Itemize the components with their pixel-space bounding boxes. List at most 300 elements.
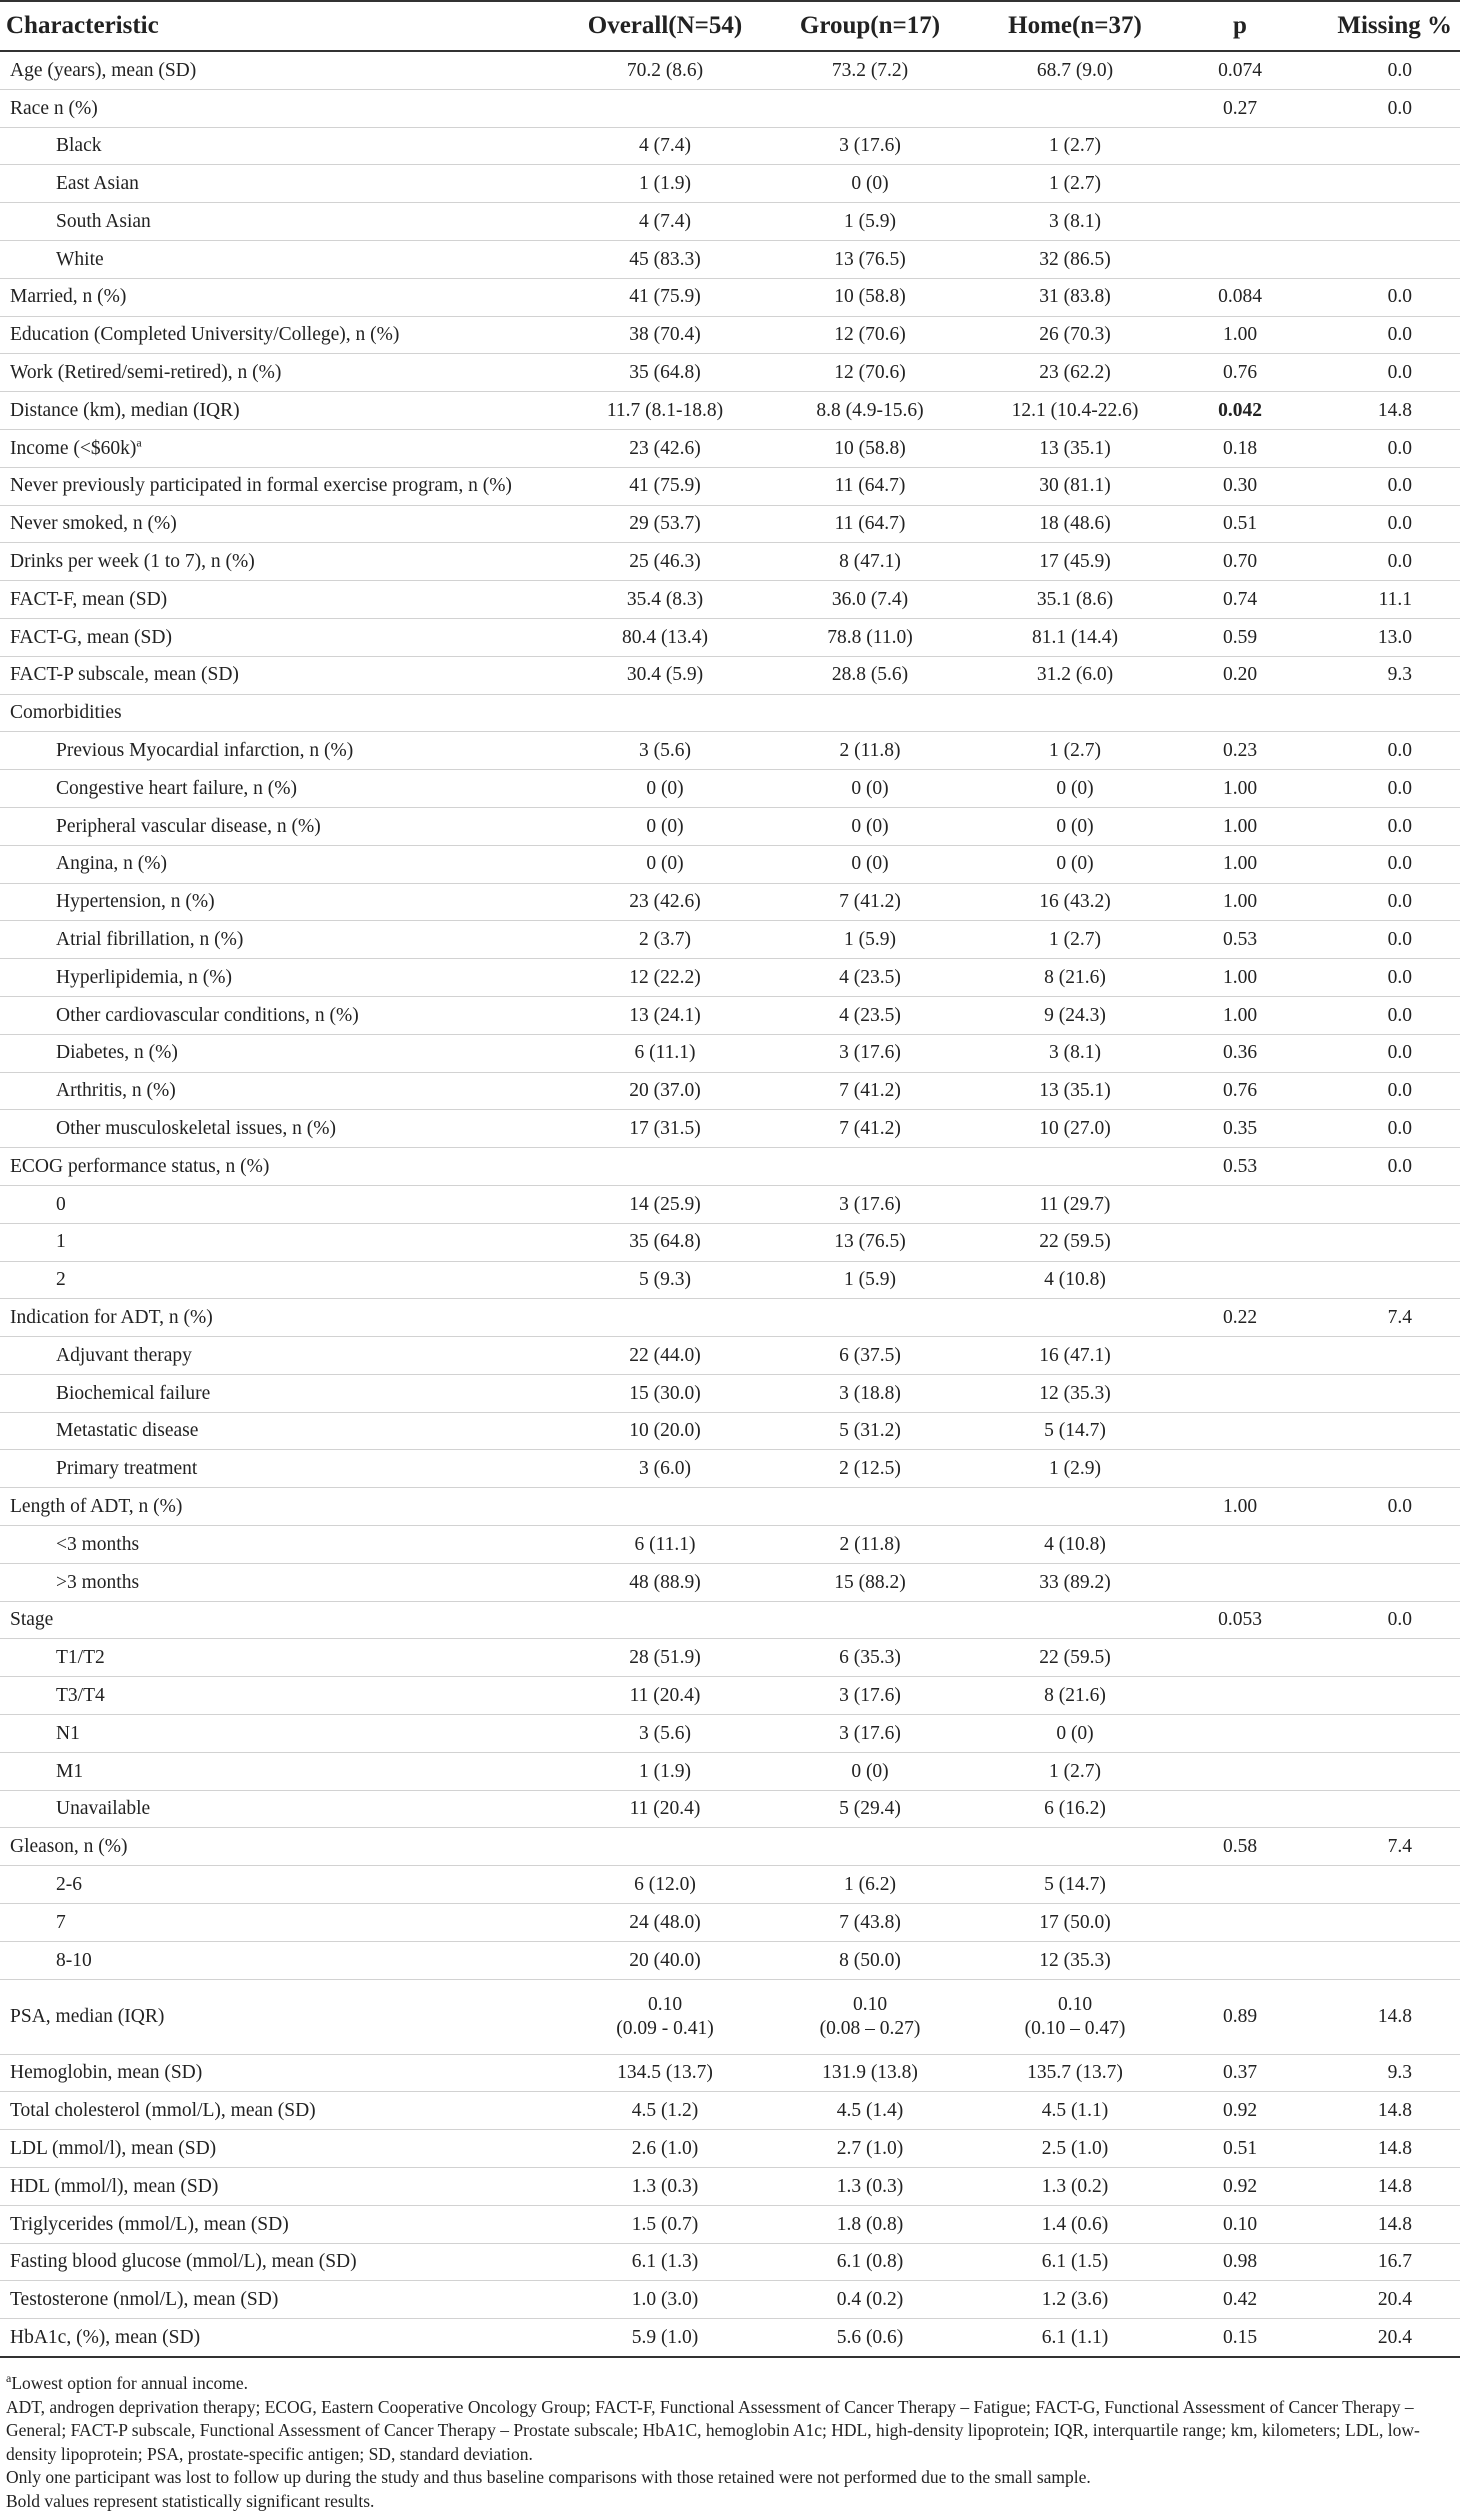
cell-missing [1300,656,1460,694]
cell-missing [1300,203,1460,241]
cell-home [970,1374,1180,1412]
characteristic-label: 2 [56,1269,66,1291]
cell-p-value [1180,1185,1300,1223]
table-row [0,694,1460,732]
cell-overall-value: 6 (11.1) [634,1533,696,1555]
cell-home [970,1450,1180,1488]
cell-overall [560,883,770,921]
header-missing: Missing % [1300,1,1460,51]
cell-p-value-value: 0.15 [1222,2326,1258,2348]
cell-home-value: 5 (14.7) [1044,1420,1106,1442]
table-row [0,1601,1460,1639]
characteristic-label: Peripheral vascular disease, n (%) [56,815,321,837]
table-row [0,392,1460,430]
cell-p-value [1180,656,1300,694]
cell-missing-value: 7.4 [1387,1836,1412,1858]
cell-p-value-value: 0.074 [1218,59,1262,81]
cell-group [770,1866,970,1904]
cell-p-value [1180,2319,1300,2357]
cell-home [970,770,1180,808]
cell-overall [560,807,770,845]
cell-characteristic [0,1941,560,1979]
cell-p-value [1180,2243,1300,2281]
cell-p-value-value: 0.053 [1218,1609,1262,1631]
cell-group-value: 2 (11.8) [839,740,901,762]
cell-overall [560,165,770,203]
cell-p-value [1180,505,1300,543]
cell-missing-value: 0.0 [1387,437,1412,459]
cell-p-value [1180,807,1300,845]
cell-group [770,2281,970,2319]
cell-missing-value: 0.0 [1387,929,1412,951]
cell-home [970,429,1180,467]
cell-overall [560,354,770,392]
cell-characteristic [0,1828,560,1866]
cell-missing [1300,1185,1460,1223]
cell-overall [560,51,770,89]
cell-home [970,1072,1180,1110]
cell-overall [560,1526,770,1564]
cell-home [970,2168,1180,2206]
cell-characteristic [0,165,560,203]
cell-home-value: 6.1 (1.5) [1041,2251,1109,2273]
cell-group [770,1034,970,1072]
cell-overall-value: 6 (12.0) [634,1873,696,1895]
cell-home-value: 13 (35.1) [1039,437,1111,459]
characteristic-label: HbA1c, (%), mean (SD) [10,2326,201,2348]
header-row [0,1,1460,51]
cell-overall-value: 11 (20.4) [629,1684,701,1706]
cell-home-value: 12 (35.3) [1039,1949,1111,1971]
cell-group [770,543,970,581]
cell-home [970,807,1180,845]
table-row [0,1412,1460,1450]
cell-group [770,1185,970,1223]
cell-group [770,165,970,203]
table-row [0,581,1460,619]
cell-overall-value: 2 (3.7) [639,929,691,951]
table-row [0,1941,1460,1979]
cell-group [770,2319,970,2357]
cell-group-value: 7 (41.2) [839,891,901,913]
cell-home-value: 17 (50.0) [1039,1911,1111,1933]
cell-missing-value: 0.0 [1387,286,1412,308]
cell-p-value [1180,1563,1300,1601]
cell-overall [560,505,770,543]
cell-missing [1300,921,1460,959]
cell-p-value [1180,1374,1300,1412]
cell-overall-value: 41 (75.9) [629,286,701,308]
cell-home [970,278,1180,316]
table-row [0,1110,1460,1148]
characteristic-label: Adjuvant therapy [56,1344,192,1366]
cell-missing-value: 20.4 [1377,2289,1412,2311]
cell-home [970,1677,1180,1715]
cell-missing [1300,1374,1460,1412]
table-row [0,656,1460,694]
cell-p-value [1180,996,1300,1034]
cell-overall [560,2281,770,2319]
cell-group-value: 1.8 (0.8) [836,2213,904,2235]
cell-missing [1300,1828,1460,1866]
cell-overall [560,1299,770,1337]
cell-missing [1300,1450,1460,1488]
cell-overall [560,732,770,770]
cell-group [770,1450,970,1488]
cell-group [770,1374,970,1412]
cell-home [970,656,1180,694]
table-row [0,1072,1460,1110]
cell-overall-value: 38 (70.4) [629,324,701,346]
table-row [0,807,1460,845]
cell-overall [560,1148,770,1186]
cell-home-value: 35.1 (8.6) [1036,588,1114,610]
cell-home-value: 32 (86.5) [1039,248,1111,270]
cell-home-value: 3 (8.1) [1049,210,1101,232]
cell-overall-value: 1.5 (0.7) [631,2213,699,2235]
cell-home-value: 3 (8.1) [1049,1042,1101,1064]
characteristic-label: Arthritis, n (%) [56,1080,176,1102]
cell-p-value [1180,1790,1300,1828]
cell-home [970,883,1180,921]
table-row [0,959,1460,997]
cell-missing [1300,959,1460,997]
cell-missing [1300,1488,1460,1526]
cell-characteristic [0,467,560,505]
table-row [0,316,1460,354]
cell-p-value [1180,354,1300,392]
cell-characteristic [0,240,560,278]
table-body [0,51,1460,2357]
cell-missing [1300,845,1460,883]
cell-group [770,996,970,1034]
cell-group-value: 3 (17.6) [839,1684,901,1706]
characteristic-label: Primary treatment [56,1458,198,1480]
cell-home-value: 81.1 (14.4) [1031,626,1119,648]
cell-home [970,1261,1180,1299]
cell-overall-value: 25 (46.3) [629,551,701,573]
table-row [0,1563,1460,1601]
cell-home-value: 4 (10.8) [1044,1269,1106,1291]
cell-p-value [1180,1904,1300,1942]
cell-overall [560,2243,770,2281]
cell-overall [560,467,770,505]
cell-group-value: 8 (50.0) [839,1949,901,1971]
cell-group-value: 7 (41.2) [839,1080,901,1102]
table-row [0,429,1460,467]
cell-overall-value: 17 (31.5) [629,1118,701,1140]
cell-group [770,1261,970,1299]
cell-missing [1300,1563,1460,1601]
cell-overall [560,1715,770,1753]
cell-p-value-value: 1.00 [1222,324,1258,346]
cell-overall [560,1450,770,1488]
cell-missing-value: 0.0 [1387,362,1412,384]
cell-missing-value: 0.0 [1387,777,1412,799]
cell-group [770,203,970,241]
cell-missing [1300,2092,1460,2130]
cell-overall-value: 0 (0) [646,853,684,875]
cell-p-value-value: 0.59 [1222,626,1258,648]
characteristic-label: Drinks per week (1 to 7), n (%) [10,551,255,573]
cell-missing [1300,1639,1460,1677]
cell-characteristic [0,2281,560,2319]
cell-overall [560,2319,770,2357]
cell-group-value: 15 (88.2) [834,1571,906,1593]
cell-home-value: 0 (0) [1056,853,1094,875]
characteristic-label: T1/T2 [56,1647,105,1669]
cell-p-value-value: 1.00 [1222,966,1258,988]
cell-group [770,1412,970,1450]
cell-p-value [1180,2130,1300,2168]
cell-missing [1300,2205,1460,2243]
cell-missing [1300,316,1460,354]
characteristic-label: N1 [56,1722,80,1744]
cell-overall-value: 11 (20.4) [629,1798,701,1820]
table-row [0,883,1460,921]
cell-p-value-value: 0.53 [1222,1155,1258,1177]
cell-home-value: 0 (0) [1056,815,1094,837]
cell-missing-value: 9.3 [1387,664,1412,686]
cell-p-value [1180,165,1300,203]
cell-home [970,354,1180,392]
characteristic-label: Hypertension, n (%) [56,891,215,913]
cell-overall-value: 12 (22.2) [629,966,701,988]
cell-home-value: 68.7 (9.0) [1036,59,1114,81]
cell-characteristic [0,89,560,127]
cell-home-value: 12.1 (10.4-22.6) [1011,399,1139,421]
cell-home [970,2092,1180,2130]
cell-group [770,959,970,997]
cell-missing [1300,2130,1460,2168]
cell-missing-value: 20.4 [1377,2326,1412,2348]
cell-group-value: 3 (17.6) [839,1722,901,1744]
cell-p-value [1180,1299,1300,1337]
cell-p-value-value: 0.20 [1222,664,1258,686]
cell-group-value: 12 (70.6) [834,362,906,384]
cell-p-value [1180,316,1300,354]
cell-group-value: 36.0 (7.4) [831,588,909,610]
table-row [0,2168,1460,2206]
footnote-a [6,2372,1454,2396]
cell-p-value [1180,1828,1300,1866]
cell-group-value: 2 (11.8) [839,1533,901,1555]
cell-group-value: 3 (18.8) [839,1382,901,1404]
table-row [0,2205,1460,2243]
cell-missing-value: 0.0 [1387,815,1412,837]
cell-group-value: 0.4 (0.2) [836,2289,904,2311]
cell-home [970,1904,1180,1942]
table-row [0,203,1460,241]
cell-group [770,1904,970,1942]
cell-p-value [1180,2054,1300,2092]
cell-p-value [1180,959,1300,997]
cell-overall [560,1034,770,1072]
cell-characteristic [0,316,560,354]
cell-p-value [1180,1148,1300,1186]
cell-group [770,2130,970,2168]
characteristic-label: FACT-P subscale, mean (SD) [10,664,239,686]
cell-overall-value: 0 (0) [646,815,684,837]
cell-overall-value: 4 (7.4) [639,135,691,157]
cell-missing-value: 14.8 [1377,2100,1412,2122]
cell-missing [1300,2281,1460,2319]
characteristic-label: Race n (%) [10,97,98,119]
cell-missing-value: 0.0 [1387,97,1412,119]
footnote-a-marker: a [6,2371,12,2386]
table-row [0,89,1460,127]
cell-missing-value: 0.0 [1387,1155,1412,1177]
table-row [0,1185,1460,1223]
cell-p-value [1180,581,1300,619]
table-row [0,1223,1460,1261]
cell-group-value: 1 (5.9) [844,1269,896,1291]
table-footnotes [0,2358,1460,2513]
cell-p-value [1180,51,1300,89]
cell-p-value-value: 0.084 [1218,286,1262,308]
cell-group [770,1790,970,1828]
cell-overall [560,1072,770,1110]
cell-overall [560,921,770,959]
cell-overall-value: 35 (64.8) [629,1231,701,1253]
cell-missing-value: 0.0 [1387,1042,1412,1064]
cell-group-value: 11 (64.7) [834,475,906,497]
cell-home [970,1715,1180,1753]
cell-home [970,1941,1180,1979]
cell-group-value: 0 (0) [851,777,889,799]
cell-overall [560,1563,770,1601]
cell-p-value [1180,1450,1300,1488]
cell-overall-value: 1.0 (3.0) [631,2289,699,2311]
cell-overall-value: 20 (37.0) [629,1080,701,1102]
cell-overall [560,543,770,581]
cell-home [970,1185,1180,1223]
table-row [0,845,1460,883]
cell-overall [560,1639,770,1677]
cell-group [770,1979,970,2054]
characteristic-label: Never smoked, n (%) [10,513,177,535]
cell-p-value-value: 0.98 [1222,2251,1258,2273]
cell-overall [560,656,770,694]
footnote-abbreviations: ADT, androgen deprivation therapy; ECOG, Eastern Cooperative Oncology Group; FACT-F, Functional Assessment of Cancer Therapy – Fatigue; FACT-G, Functional Assessment of Cancer Therapy – General; FACT-P subscale, Functional Assessment of Cancer Therapy – Prostate subscale; HbA1C, hemoglobin A1c; HDL, high-density lipoprotein; IQR, interquartile range; km, kilometers; LDL, low-density lipoprotein; PSA, prostate-specific antigen; SD, standard deviation. [6,2396,1420,2464]
table-row [0,921,1460,959]
cell-overall [560,1185,770,1223]
cell-home-range: (0.10 – 0.47) [1024,2017,1126,2039]
cell-home [970,2205,1180,2243]
cell-home [970,2054,1180,2092]
cell-missing [1300,240,1460,278]
cell-group-value: 13 (76.5) [834,1231,906,1253]
cell-overall [560,1828,770,1866]
cell-p-value-value: 0.53 [1222,929,1258,951]
cell-overall [560,2205,770,2243]
cell-characteristic [0,51,560,89]
footnote-a-text: Lowest option for annual income. [11,2373,249,2394]
cell-overall-value: 0 (0) [646,777,684,799]
cell-characteristic [0,2054,560,2092]
cell-characteristic [0,1715,560,1753]
cell-p-value-value: 0.58 [1222,1836,1258,1858]
cell-overall [560,1752,770,1790]
cell-overall-value: 20 (40.0) [629,1949,701,1971]
cell-overall [560,240,770,278]
cell-group-range: (0.08 – 0.27) [819,2017,921,2039]
characteristic-label: <3 months [56,1533,140,1555]
table-row [0,1790,1460,1828]
characteristic-label: East Asian [56,173,139,195]
table-row [0,1752,1460,1790]
cell-home-value: 4 (10.8) [1044,1533,1106,1555]
cell-home [970,1563,1180,1601]
cell-home [970,732,1180,770]
cell-overall [560,1374,770,1412]
footnote-bold-note: Bold values represent statistically significant results. [6,2490,375,2511]
cell-characteristic [0,1677,560,1715]
table-row [0,543,1460,581]
cell-p-value [1180,203,1300,241]
table-row [0,240,1460,278]
cell-home-value: 1 (2.7) [1049,173,1101,195]
cell-missing [1300,1526,1460,1564]
characteristic-label: Indication for ADT, n (%) [10,1307,213,1328]
cell-group [770,1526,970,1564]
cell-p-value-value: 0.37 [1222,2062,1258,2084]
cell-overall-value: 24 (48.0) [629,1911,701,1933]
characteristic-label: Gleason, n (%) [10,1836,128,1858]
table-row [0,127,1460,165]
cell-home [970,467,1180,505]
cell-overall [560,2130,770,2168]
cell-overall-value: 45 (83.3) [629,248,701,270]
cell-missing-value: 0.0 [1387,1118,1412,1140]
cell-p-value-value: 0.22 [1222,1307,1258,1328]
cell-group-value: 3 (17.6) [839,1193,901,1215]
cell-p-value-value: 0.42 [1222,2289,1258,2311]
cell-group [770,2205,970,2243]
table-row [0,2281,1460,2319]
characteristic-label: Black [56,135,102,157]
cell-group-value: 1 (6.2) [844,1873,896,1895]
cell-home-value: 10 (27.0) [1039,1118,1111,1140]
cell-missing [1300,883,1460,921]
cell-overall-value: 6 (11.1) [634,1042,696,1064]
cell-group [770,656,970,694]
table-row [0,1904,1460,1942]
cell-missing [1300,1866,1460,1904]
cell-p-value [1180,89,1300,127]
cell-missing [1300,127,1460,165]
cell-overall [560,2168,770,2206]
cell-missing [1300,1261,1460,1299]
cell-characteristic [0,2168,560,2206]
cell-missing [1300,732,1460,770]
cell-home-value: 0 (0) [1056,1722,1094,1744]
characteristic-label: Other musculoskeletal issues, n (%) [56,1118,336,1140]
cell-home [970,845,1180,883]
cell-characteristic [0,1563,560,1601]
cell-p-value-value: 1.00 [1222,815,1258,837]
cell-home [970,959,1180,997]
table-row [0,1450,1460,1488]
cell-home [970,1790,1180,1828]
cell-overall [560,1261,770,1299]
cell-home-value: 4.5 (1.1) [1041,2100,1109,2122]
cell-home [970,1110,1180,1148]
cell-missing [1300,51,1460,89]
characteristic-label: Metastatic disease [56,1420,199,1442]
cell-overall-value: 3 (6.0) [639,1458,691,1480]
cell-group [770,921,970,959]
